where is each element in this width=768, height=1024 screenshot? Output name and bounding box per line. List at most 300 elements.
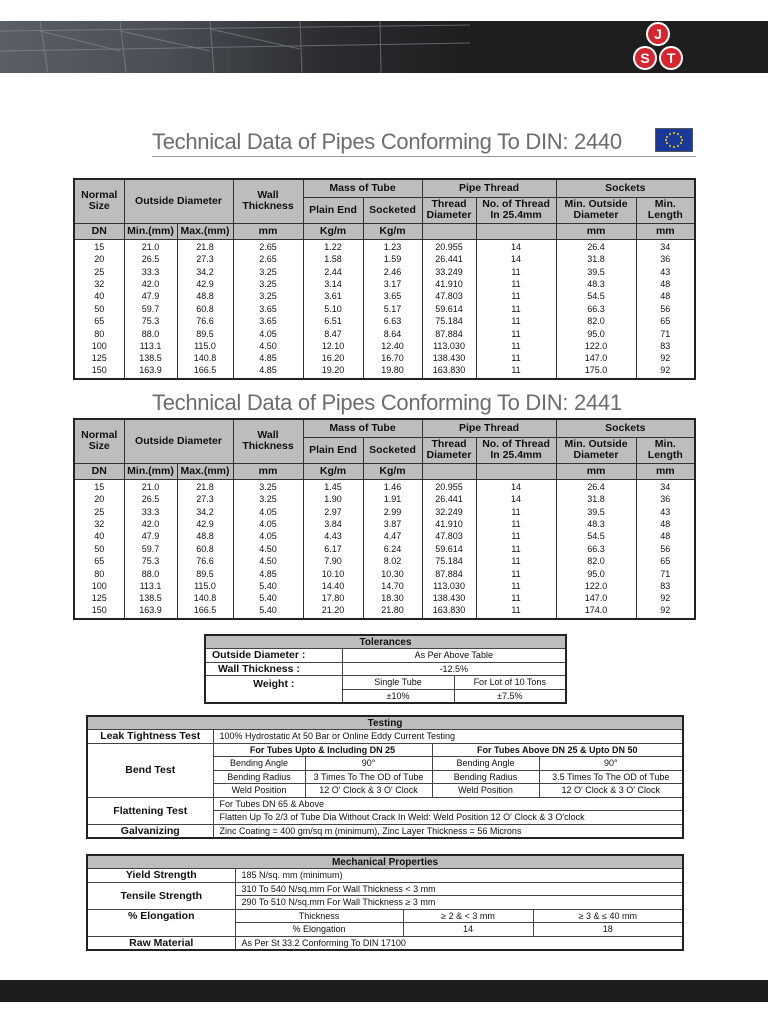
table-row	[74, 567, 695, 579]
table-cell: 12.40	[363, 340, 422, 352]
elongation-label: % Elongation	[87, 909, 235, 936]
thickness-range-1: ≥ 2 & < 3 mm	[403, 909, 533, 923]
table-row	[74, 290, 695, 302]
table-cell: 15	[74, 239, 124, 253]
table-cell: 89.5	[177, 327, 233, 339]
table-cell: 54.5	[556, 290, 636, 302]
table-cell: 8.47	[303, 327, 363, 339]
table-cell: 10.30	[363, 567, 422, 579]
table-cell: 41.910	[422, 518, 476, 530]
table-cell: 11	[476, 340, 556, 352]
table-cell: 1.46	[363, 479, 422, 493]
table-cell: 3.65	[233, 315, 303, 327]
table-cell: 122.0	[556, 580, 636, 592]
flattening-condition: For Tubes DN 65 & Above	[213, 797, 683, 811]
logo-letter-j: J	[654, 26, 662, 42]
table-row	[74, 265, 695, 277]
title-divider	[152, 156, 696, 157]
table-cell: 11	[476, 303, 556, 315]
table-cell: 7.90	[303, 555, 363, 567]
flattening-requirement: Flatten Up To 2/3 of Tube Dia Without Crack In Weld: Weld Position 12 O' Clock & 3 O'clock	[213, 811, 683, 825]
table-cell: 92	[636, 592, 695, 604]
din2441-table	[73, 418, 696, 620]
table-cell: 48	[636, 278, 695, 290]
table-cell: 25	[74, 265, 124, 277]
thickness-label: Thickness	[235, 909, 403, 923]
table-row	[74, 253, 695, 265]
bend-test-label: Bend Test	[87, 743, 213, 797]
col-normal-size: Normal Size	[74, 419, 124, 463]
table-cell: 92	[636, 605, 695, 619]
table-cell: 163.830	[422, 365, 476, 379]
lot-label: For Lot of 10 Tons	[454, 676, 566, 690]
above-dn25: For Tubes Above DN 25 & Upto DN 50	[432, 743, 683, 757]
flattening-test-label: Flattening Test	[87, 797, 213, 824]
col-socketed: Socketed	[363, 197, 422, 223]
table-cell: 11	[476, 567, 556, 579]
table-cell: 42.9	[177, 518, 233, 530]
structure-graphic	[0, 21, 470, 73]
table-cell: 20	[74, 253, 124, 265]
table-cell: 122.0	[556, 340, 636, 352]
tensile-thin: 310 To 540 N/sq.mm For Wall Thickness < 3 mm	[235, 882, 683, 896]
table-row	[74, 592, 695, 604]
table-cell: 3.65	[363, 290, 422, 302]
table-cell: 147.0	[556, 352, 636, 364]
table-row	[74, 518, 695, 530]
table-cell: 31.8	[556, 493, 636, 505]
table-cell: 11	[476, 327, 556, 339]
tensile-strength-label: Tensile Strength	[87, 882, 235, 909]
table-row	[74, 580, 695, 592]
table-cell: 27.3	[177, 493, 233, 505]
table-cell: 11	[476, 580, 556, 592]
table-row	[74, 278, 695, 290]
table-cell: 8.64	[363, 327, 422, 339]
table-cell: 11	[476, 352, 556, 364]
din2440-table	[73, 178, 696, 380]
din2441-title: Technical Data of Pipes Conforming To DIN: 2441	[152, 390, 622, 415]
table-cell: 1.59	[363, 253, 422, 265]
table-cell: 3.61	[303, 290, 363, 302]
table-cell: 11	[476, 505, 556, 517]
col-wall-thickness: Wall Thickness	[233, 419, 303, 463]
table-cell: 75.184	[422, 315, 476, 327]
mechanical-properties-table	[86, 854, 684, 951]
table-row	[74, 315, 695, 327]
table-cell: 113.1	[124, 340, 177, 352]
table-cell: 11	[476, 265, 556, 277]
table-cell: 166.5	[177, 365, 233, 379]
logo-letter-s: S	[640, 50, 650, 66]
weld-position-value: 12 O' Clock & 3 O' Clock	[539, 784, 683, 798]
banner-photo	[0, 21, 470, 73]
table-cell: 4.85	[233, 352, 303, 364]
table-cell: 3.65	[233, 303, 303, 315]
table-cell: 20.955	[422, 479, 476, 493]
table-cell: 34	[636, 239, 695, 253]
bending-angle-label: Bending Angle	[213, 757, 305, 771]
table-cell: 125	[74, 592, 124, 604]
col-sockets: Sockets	[556, 419, 695, 437]
table-cell: 11	[476, 365, 556, 379]
col-thread-diameter: Thread Diameter	[422, 437, 476, 463]
table-cell: 14	[476, 493, 556, 505]
table-cell: 5.40	[233, 605, 303, 619]
table-cell: 166.5	[177, 605, 233, 619]
table-cell: 31.8	[556, 253, 636, 265]
table-cell: 19.20	[303, 365, 363, 379]
table-cell: 71	[636, 327, 695, 339]
table-cell: 80	[74, 567, 124, 579]
table-cell: 48	[636, 530, 695, 542]
col-wall-thickness: Wall Thickness	[233, 179, 303, 223]
table-cell: 66.3	[556, 303, 636, 315]
table-cell: 4.50	[233, 555, 303, 567]
col-outside-diameter: Outside Diameter	[124, 419, 233, 463]
table-cell: 59.7	[124, 543, 177, 555]
table-cell: 3.25	[233, 290, 303, 302]
weld-position-label: Weld Position	[213, 784, 305, 798]
table-cell: 14.70	[363, 580, 422, 592]
table-cell: 66.3	[556, 543, 636, 555]
table-cell: 21.8	[177, 479, 233, 493]
table-cell: 26.5	[124, 493, 177, 505]
table-cell: 21.20	[303, 605, 363, 619]
table-cell: 65	[636, 555, 695, 567]
table-cell: 50	[74, 303, 124, 315]
table-cell: 76.6	[177, 315, 233, 327]
table-cell: 47.9	[124, 290, 177, 302]
table-cell: 3.14	[303, 278, 363, 290]
table-cell: 4.05	[233, 518, 303, 530]
table-cell: 5.17	[363, 303, 422, 315]
table-cell: 3.87	[363, 518, 422, 530]
table-cell: 34	[636, 479, 695, 493]
weld-position-value: 12 O' Clock & 3 O' Clock	[305, 784, 432, 798]
table-cell: 4.47	[363, 530, 422, 542]
table-cell: 14	[476, 239, 556, 253]
table-cell: 25	[74, 505, 124, 517]
table-cell: 27.3	[177, 253, 233, 265]
table-cell: 75.3	[124, 315, 177, 327]
table-cell: 1.90	[303, 493, 363, 505]
table-cell: 113.1	[124, 580, 177, 592]
table-cell: 163.9	[124, 365, 177, 379]
table-cell: 92	[636, 365, 695, 379]
table-cell: 65	[74, 315, 124, 327]
bending-radius-value: 3.5 Times To The OD of Tube	[539, 770, 683, 784]
weld-position-label: Weld Position	[432, 784, 539, 798]
table-cell: 82.0	[556, 315, 636, 327]
table-cell: 26.4	[556, 239, 636, 253]
table-cell: 150	[74, 605, 124, 619]
raw-material-value: As Per St 33.2 Conforming To DIN 17100	[235, 936, 683, 950]
weight-label: Weight :	[205, 676, 342, 703]
table-cell: 140.8	[177, 592, 233, 604]
elongation-value-1: 14	[403, 923, 533, 937]
table-cell: 6.63	[363, 315, 422, 327]
table-cell: 20.955	[422, 239, 476, 253]
table-cell: 1.91	[363, 493, 422, 505]
leak-test-label: Leak Tightness Test	[87, 730, 213, 744]
raw-material-label: Raw Material	[87, 936, 235, 950]
table-cell: 11	[476, 592, 556, 604]
table-cell: 32	[74, 518, 124, 530]
table-cell: 36	[636, 493, 695, 505]
table-row	[74, 479, 695, 493]
company-logo	[622, 21, 694, 73]
bending-angle-value: 90°	[539, 757, 683, 771]
table-cell: 26.5	[124, 253, 177, 265]
thickness-range-2: ≥ 3 & ≤ 40 mm	[533, 909, 683, 923]
table-cell: 60.8	[177, 543, 233, 555]
table-cell: 43	[636, 505, 695, 517]
units-row: DN Min.(mm) Max.(mm) mm Kg/m Kg/m mm mm	[74, 463, 695, 479]
table-cell: 11	[476, 530, 556, 542]
table-cell: 16.70	[363, 352, 422, 364]
table-cell: 76.6	[177, 555, 233, 567]
table-row	[74, 340, 695, 352]
table-cell: 48.3	[556, 518, 636, 530]
table-cell: 138.5	[124, 592, 177, 604]
col-outside-diameter: Outside Diameter	[124, 179, 233, 223]
table-cell: 11	[476, 555, 556, 567]
table-cell: 42.9	[177, 278, 233, 290]
table-cell: 47.9	[124, 530, 177, 542]
table-cell: 3.84	[303, 518, 363, 530]
table-cell: 75.3	[124, 555, 177, 567]
table-cell: 41.910	[422, 278, 476, 290]
table-cell: 71	[636, 567, 695, 579]
table-cell: 87.884	[422, 327, 476, 339]
table-cell: 163.830	[422, 605, 476, 619]
table-cell: 1.58	[303, 253, 363, 265]
table-cell: 3.17	[363, 278, 422, 290]
yield-strength-label: Yield Strength	[87, 869, 235, 883]
tolerances-title: Tolerances	[205, 635, 566, 649]
table-cell: 6.24	[363, 543, 422, 555]
bending-radius-value: 3 Times To The OD of Tube	[305, 770, 432, 784]
table-cell: 21.0	[124, 239, 177, 253]
table-cell: 39.5	[556, 505, 636, 517]
table-cell: 34.2	[177, 265, 233, 277]
table-row	[74, 493, 695, 505]
table-row	[74, 543, 695, 555]
table-cell: 2.44	[303, 265, 363, 277]
table-cell: 14	[476, 479, 556, 493]
table-cell: 4.85	[233, 567, 303, 579]
table-cell: 16.20	[303, 352, 363, 364]
table-cell: 3.25	[233, 265, 303, 277]
table-cell: 5.10	[303, 303, 363, 315]
table-cell: 26.4	[556, 479, 636, 493]
table-cell: 42.0	[124, 518, 177, 530]
table-cell: 4.85	[233, 365, 303, 379]
table-cell: 48	[636, 518, 695, 530]
col-min-outside-diameter: Min. Outside Diameter	[556, 437, 636, 463]
outside-diameter-label: Outside Diameter :	[205, 649, 342, 663]
table-cell: 59.614	[422, 543, 476, 555]
lot-value: ±7.5%	[454, 689, 566, 703]
col-sockets: Sockets	[556, 179, 695, 197]
table-cell: 4.43	[303, 530, 363, 542]
table-cell: 21.0	[124, 479, 177, 493]
table-cell: 47.803	[422, 530, 476, 542]
table-cell: 2.97	[303, 505, 363, 517]
table-cell: 42.0	[124, 278, 177, 290]
table-cell: 12.10	[303, 340, 363, 352]
col-normal-size: Normal Size	[74, 179, 124, 223]
table-cell: 140.8	[177, 352, 233, 364]
table-cell: 138.5	[124, 352, 177, 364]
table-cell: 33.3	[124, 505, 177, 517]
table-cell: 56	[636, 543, 695, 555]
table-cell: 3.25	[233, 278, 303, 290]
table-row	[74, 303, 695, 315]
table-cell: 54.5	[556, 530, 636, 542]
mechanical-title: Mechanical Properties	[87, 855, 683, 869]
table-cell: 150	[74, 365, 124, 379]
table-cell: 8.02	[363, 555, 422, 567]
table-cell: 65	[636, 315, 695, 327]
testing-title: Testing	[87, 716, 683, 730]
leak-test-value: 100% Hydrostatic At 50 Bar or Online Eddy Current Testing	[213, 730, 683, 744]
table-cell: 48	[636, 290, 695, 302]
table-cell: 92	[636, 352, 695, 364]
bending-radius-label: Bending Radius	[213, 770, 305, 784]
table-row	[74, 352, 695, 364]
table-cell: 95.0	[556, 567, 636, 579]
col-mass-of-tube: Mass of Tube	[303, 419, 422, 437]
table-cell: 3.25	[233, 479, 303, 493]
table-cell: 11	[476, 278, 556, 290]
table-cell: 17.80	[303, 592, 363, 604]
upto-dn25: For Tubes Upto & Including DN 25	[213, 743, 432, 757]
table-cell: 115.0	[177, 580, 233, 592]
galvanizing-value: Zinc Coating = 400 gm/sq m (minimum), Zinc Layer Thickness = 56 Microns	[213, 824, 683, 838]
table-cell: 59.7	[124, 303, 177, 315]
table-row	[74, 365, 695, 379]
table-cell: 113.030	[422, 340, 476, 352]
table-cell: 6.51	[303, 315, 363, 327]
table-cell: 60.8	[177, 303, 233, 315]
table-cell: 4.05	[233, 530, 303, 542]
table-cell: 163.9	[124, 605, 177, 619]
units-row: DN Min.(mm) Max.(mm) mm Kg/m Kg/m mm mm	[74, 223, 695, 239]
table-cell: 26.441	[422, 493, 476, 505]
col-plain-end: Plain End	[303, 197, 363, 223]
col-socketed: Socketed	[363, 437, 422, 463]
table-row	[74, 239, 695, 253]
table-cell: 82.0	[556, 555, 636, 567]
table-cell: 87.884	[422, 567, 476, 579]
table-cell: 5.40	[233, 592, 303, 604]
table-cell: 33.3	[124, 265, 177, 277]
footer-bar	[0, 980, 768, 1002]
table-cell: 138.430	[422, 592, 476, 604]
col-pipe-thread: Pipe Thread	[422, 179, 556, 197]
col-no-of-thread: No. of Thread In 25.4mm	[476, 437, 556, 463]
table-cell: 19.80	[363, 365, 422, 379]
table-cell: 48.8	[177, 290, 233, 302]
table-cell: 1.23	[363, 239, 422, 253]
table-cell: 43	[636, 265, 695, 277]
wall-thickness-label: Wall Thickness :	[205, 662, 342, 676]
table-cell: 11	[476, 290, 556, 302]
table-cell: 100	[74, 580, 124, 592]
table-cell: 33.249	[422, 265, 476, 277]
elongation-sub-label: % Elongation	[235, 923, 403, 937]
table-cell: 21.80	[363, 605, 422, 619]
table-cell: 11	[476, 605, 556, 619]
table-cell: 36	[636, 253, 695, 265]
table-cell: 80	[74, 327, 124, 339]
galvanizing-label: Galvanizing	[87, 824, 213, 838]
table-cell: 18.30	[363, 592, 422, 604]
table-cell: 1.22	[303, 239, 363, 253]
table-cell: 3.25	[233, 493, 303, 505]
table-cell: 100	[74, 340, 124, 352]
col-mass-of-tube: Mass of Tube	[303, 179, 422, 197]
table-cell: 14.40	[303, 580, 363, 592]
table-row	[74, 505, 695, 517]
table-cell: 115.0	[177, 340, 233, 352]
table-cell: 88.0	[124, 327, 177, 339]
table-cell: 26.441	[422, 253, 476, 265]
table-cell: 83	[636, 340, 695, 352]
single-tube-label: Single Tube	[342, 676, 454, 690]
testing-table	[86, 715, 684, 839]
table-cell: 10.10	[303, 567, 363, 579]
table-cell: 6.17	[303, 543, 363, 555]
table-cell: 11	[476, 315, 556, 327]
single-tube-value: ±10%	[342, 689, 454, 703]
table-cell: 48.3	[556, 278, 636, 290]
table-cell: 2.65	[233, 253, 303, 265]
table-cell: 88.0	[124, 567, 177, 579]
table-cell: 48.8	[177, 530, 233, 542]
table-cell: 14	[476, 253, 556, 265]
table-cell: 147.0	[556, 592, 636, 604]
logo-letter-t: T	[666, 50, 676, 66]
eu-flag-icon	[655, 128, 693, 152]
tensile-thick: 290 To 510 N/sq.mm For Wall Thickness ≥ 3 mm	[235, 896, 683, 910]
table-row	[74, 555, 695, 567]
table-row	[74, 327, 695, 339]
yield-strength-value: 185 N/sq. mm (minimum)	[235, 869, 683, 883]
col-thread-diameter: Thread Diameter	[422, 197, 476, 223]
col-pipe-thread: Pipe Thread	[422, 419, 556, 437]
table-cell: 5.40	[233, 580, 303, 592]
wall-thickness-value: -12.5%	[342, 662, 566, 676]
table-cell: 2.65	[233, 239, 303, 253]
bending-angle-value: 90°	[305, 757, 432, 771]
table-cell: 89.5	[177, 567, 233, 579]
bending-radius-label: Bending Radius	[432, 770, 539, 784]
table-cell: 175.0	[556, 365, 636, 379]
col-min-outside-diameter: Min. Outside Diameter	[556, 197, 636, 223]
col-plain-end: Plain End	[303, 437, 363, 463]
table-cell: 39.5	[556, 265, 636, 277]
table-cell: 125	[74, 352, 124, 364]
col-min-length: Min. Length	[636, 437, 695, 463]
table-cell: 20	[74, 493, 124, 505]
table-cell: 32	[74, 278, 124, 290]
table-cell: 47.803	[422, 290, 476, 302]
table-cell: 59.614	[422, 303, 476, 315]
table-cell: 21.8	[177, 239, 233, 253]
